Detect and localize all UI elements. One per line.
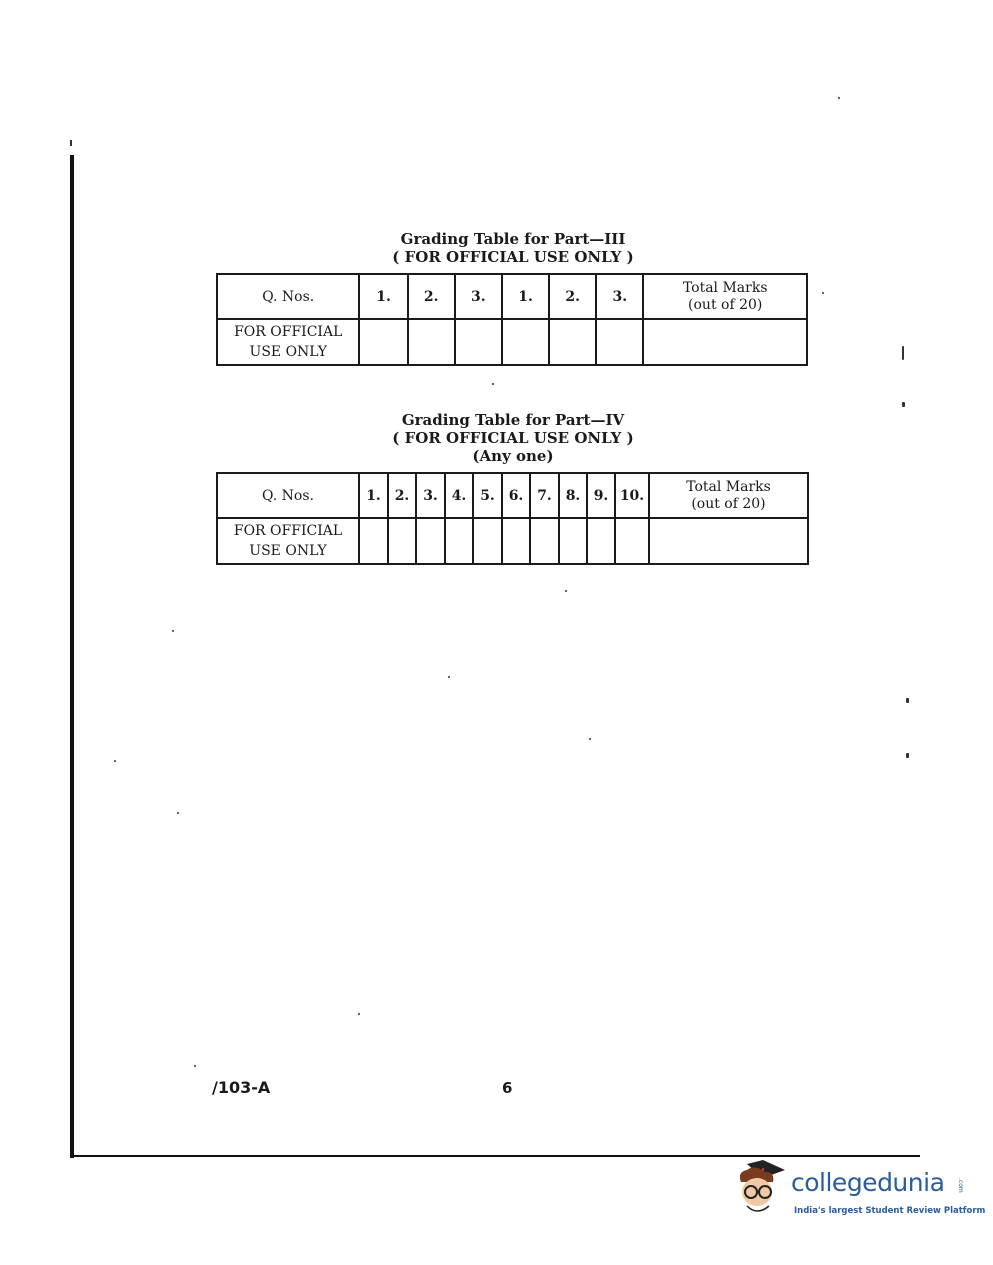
collegedunia-logo [733, 1160, 986, 1220]
scan-speck [906, 753, 909, 758]
official-use-row [217, 319, 807, 365]
question-number: 5. [473, 473, 502, 518]
scan-speck [448, 676, 450, 678]
official-use-line1: FOR OFFICIAL [233, 523, 343, 539]
question-number: 2. [549, 274, 596, 319]
marks-cell [416, 518, 445, 564]
qnos-header: Q. Nos. [217, 274, 359, 319]
question-number: 3. [455, 274, 502, 319]
total-marks-cell [643, 319, 807, 365]
part4-title: Grading Table for Part—IV [401, 411, 625, 429]
scan-speck [902, 346, 904, 360]
marks-cell [549, 319, 596, 365]
marks-cell [596, 319, 643, 365]
scan-speck [565, 590, 567, 592]
marks-cell [502, 518, 530, 564]
official-use-line2: USE ONLY [249, 543, 327, 559]
question-number: 1. [359, 473, 388, 518]
question-number: 3. [416, 473, 445, 518]
part3-grading-table [216, 273, 808, 366]
part4-caption [216, 411, 810, 465]
total-marks-cell [649, 518, 808, 564]
marks-cell [530, 518, 559, 564]
total-marks-label: Total Marks [686, 478, 771, 495]
scan-speck [838, 97, 840, 99]
official-use-line1: FOR OFFICIAL [234, 324, 343, 340]
marks-cell [445, 518, 473, 564]
total-marks-label: Total Marks [682, 279, 768, 296]
official-use-label [217, 518, 359, 564]
scan-speck [492, 383, 494, 385]
marks-cell [473, 518, 502, 564]
scan-edge-mark [70, 140, 72, 146]
marks-cell [502, 319, 549, 365]
table-header-row [217, 274, 807, 319]
scan-speck [172, 630, 174, 632]
question-number: 7. [530, 473, 559, 518]
part4-note: (Any one) [472, 447, 554, 465]
scan-left-border [70, 155, 74, 1158]
scan-speck [194, 1065, 196, 1067]
part3-subtitle: ( FOR OFFICIAL USE ONLY ) [392, 248, 634, 266]
official-use-row [217, 518, 808, 564]
scan-speck [906, 698, 909, 703]
marks-cell [359, 319, 407, 365]
total-marks-range: (out of 20) [688, 296, 763, 313]
mascot-icon [733, 1160, 791, 1220]
qnos-header: Q. Nos. [217, 473, 359, 518]
marks-cell [359, 518, 388, 564]
question-number: 2. [388, 473, 416, 518]
official-use-label [217, 319, 359, 365]
total-marks-header [643, 274, 807, 319]
total-marks-header [649, 473, 808, 518]
official-use-line2: USE ONLY [249, 344, 327, 360]
marks-cell [615, 518, 649, 564]
page-number: 6 [502, 1079, 513, 1097]
question-number: 9. [587, 473, 615, 518]
question-number: 6. [502, 473, 530, 518]
marks-cell [408, 319, 455, 365]
scan-speck [177, 812, 179, 814]
part4-grading-table [216, 472, 809, 565]
total-marks-range: (out of 20) [691, 495, 766, 512]
part3-caption [216, 230, 810, 266]
logo-tagline: India's largest Student Review Platform [794, 1206, 986, 1216]
marks-cell [388, 518, 416, 564]
question-number: 2. [408, 274, 455, 319]
question-number: 1. [359, 274, 407, 319]
scan-speck [902, 402, 905, 407]
paper-code: /103-A [212, 1078, 271, 1097]
question-number: 10. [615, 473, 649, 518]
question-number: 8. [559, 473, 587, 518]
part4-subtitle: ( FOR OFFICIAL USE ONLY ) [392, 429, 634, 447]
part3-title: Grading Table for Part—III [400, 230, 626, 248]
question-number: 4. [445, 473, 473, 518]
scan-bottom-border [70, 1155, 920, 1157]
scan-speck [358, 1013, 360, 1015]
logo-brand: collegedunia [791, 1168, 945, 1197]
marks-cell [587, 518, 615, 564]
marks-cell [455, 319, 502, 365]
scan-speck [822, 292, 824, 294]
question-number: 1. [502, 274, 549, 319]
table-header-row [217, 473, 808, 518]
scan-speck [589, 738, 591, 740]
logo-domain: .com [957, 1178, 964, 1193]
scan-speck [114, 760, 116, 762]
question-number: 3. [596, 274, 643, 319]
marks-cell [559, 518, 587, 564]
